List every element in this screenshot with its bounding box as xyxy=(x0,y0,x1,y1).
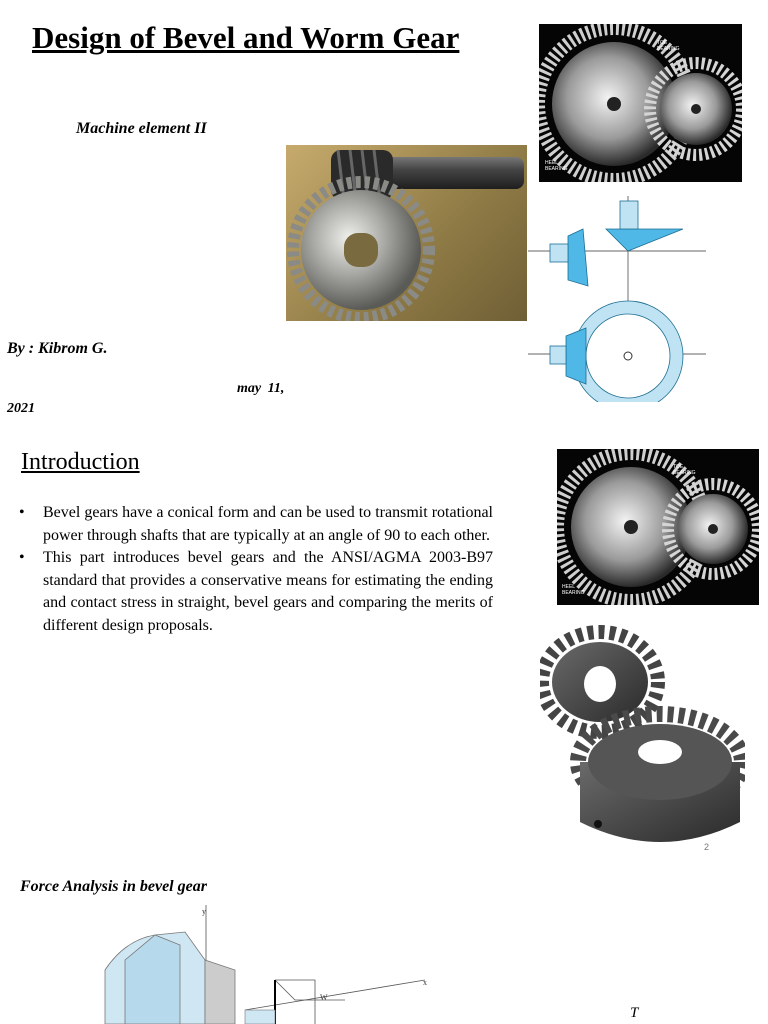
bullet-text: This part introduces bevel gears and the ANSI/AGMA 2003-B97 standard that provides a conservative means for estimating the ending and contact stress in straight, bevel gears and comparing the merits of different design proposals. xyxy=(43,549,493,634)
spiral-bevel-gear-photo-top xyxy=(539,24,742,182)
bearing-label-heel-2: BEARING xyxy=(562,590,585,596)
introduction-heading: Introduction xyxy=(21,449,140,475)
bearing-label-toe-2: BEARING xyxy=(673,470,696,476)
worm-gear-photo xyxy=(286,145,527,321)
date-line-1: may 11, xyxy=(237,381,285,396)
spiral-bevel-gear-photo-middle xyxy=(557,449,759,605)
toe-label-2: TOE xyxy=(673,464,684,470)
introduction-bullet-list xyxy=(18,502,493,637)
date-line-2: 2021 xyxy=(7,401,35,416)
heel-label-2: HEEL xyxy=(562,584,576,590)
bevel-gear-diagram xyxy=(528,196,706,402)
force-analysis-heading: Force Analysis in bevel gear xyxy=(20,878,207,895)
straight-bevel-gears-photo xyxy=(540,612,745,852)
x-axis-label: x xyxy=(423,978,427,987)
toe-label: TOE xyxy=(657,40,668,46)
page-number: 2 xyxy=(704,842,710,852)
bullet-text: Bevel gears have a conical form and can be used to transmit rotational power through shafts that are typically at an angle of 90 to each other. xyxy=(43,504,493,544)
bullet-icon: • xyxy=(19,549,25,566)
list-item xyxy=(18,502,493,547)
document-title: Design of Bevel and Worm Gear xyxy=(32,20,460,55)
list-item xyxy=(18,547,493,637)
heel-label: HEEL xyxy=(545,160,559,166)
force-analysis-diagram xyxy=(95,900,435,1024)
author-line: By : Kibrom G. xyxy=(7,340,108,357)
bullet-icon: • xyxy=(19,504,25,521)
bearing-label-toe: BEARING xyxy=(657,46,680,52)
document-subtitle: Machine element II xyxy=(76,120,207,137)
torque-label: T xyxy=(630,1005,639,1021)
bearing-label-heel: BEARING xyxy=(545,166,568,172)
force-w-label: W xyxy=(320,993,328,1002)
y-axis-label: y xyxy=(202,907,206,916)
